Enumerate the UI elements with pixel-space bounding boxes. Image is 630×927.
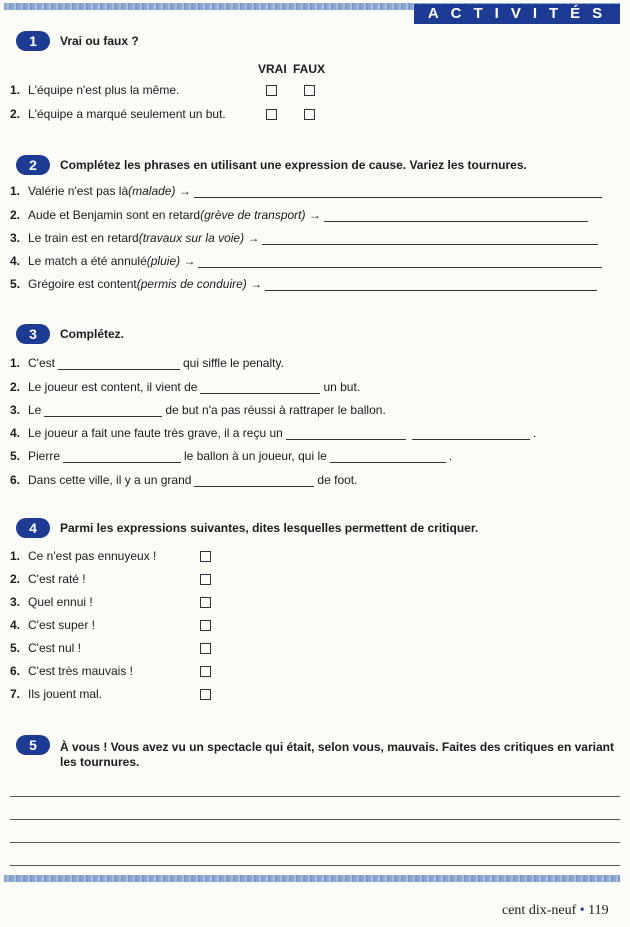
ex3-answer-5b[interactable] bbox=[330, 450, 446, 463]
vrai-header: VRAI bbox=[258, 62, 287, 76]
ex2-answer-1[interactable] bbox=[194, 185, 602, 198]
ex3-item-3: 3. Le de but n'a pas réussi à rattraper le ballon. bbox=[10, 403, 386, 417]
ex4-item-5-checkbox[interactable] bbox=[200, 643, 211, 654]
ex2-answer-4[interactable] bbox=[198, 255, 602, 268]
ex4-item-4: 4. C'est super ! bbox=[10, 618, 95, 632]
ex2-item-1: 1. Valérie n'est pas là (malade) → bbox=[10, 184, 605, 198]
ex3-answer-3[interactable] bbox=[44, 404, 162, 417]
ex4-item-2-checkbox[interactable] bbox=[200, 574, 211, 585]
exercise-2-title: Complétez les phrases en utilisant une expression de cause. Variez les tournures. bbox=[60, 158, 527, 172]
exercise-1-number: 1 bbox=[16, 31, 50, 51]
ex1-item-1-vrai-checkbox[interactable] bbox=[266, 85, 277, 96]
exercise-3-number: 3 bbox=[16, 324, 50, 344]
bottom-decorative-band bbox=[4, 875, 620, 882]
ex4-item-6-checkbox[interactable] bbox=[200, 666, 211, 677]
ex3-item-6: 6. Dans cette ville, il y a un grand de foot. bbox=[10, 473, 358, 487]
ex2-item-4: 4. Le match a été annulé (pluie) → bbox=[10, 254, 605, 268]
ex1-item-1-faux-checkbox[interactable] bbox=[304, 85, 315, 96]
ex4-item-6: 6. C'est très mauvais ! bbox=[10, 664, 133, 678]
ex3-item-2: 2. Le joueur est content, il vient de un but. bbox=[10, 380, 361, 394]
ex3-answer-5a[interactable] bbox=[63, 450, 181, 463]
ex2-answer-2[interactable] bbox=[324, 209, 588, 222]
ex2-item-5: 5. Grégoire est content (permis de conduire) → bbox=[10, 277, 600, 291]
writing-line-2[interactable] bbox=[10, 819, 620, 820]
ex3-answer-4a[interactable] bbox=[286, 427, 406, 440]
exercise-4-title: Parmi les expressions suivantes, dites lesquelles permettent de critiquer. bbox=[60, 521, 479, 535]
writing-line-3[interactable] bbox=[10, 842, 620, 843]
ex1-item-1: 1. L'équipe n'est plus la même. bbox=[10, 83, 180, 97]
ex3-answer-4b[interactable] bbox=[412, 427, 530, 440]
page-number: 119 bbox=[588, 903, 609, 918]
ex1-item-2-vrai-checkbox[interactable] bbox=[266, 109, 277, 120]
ex1-item-2-faux-checkbox[interactable] bbox=[304, 109, 315, 120]
ex3-item-4: 4. Le joueur a fait une faute très grave, il a reçu un . bbox=[10, 426, 537, 440]
section-banner: ACTIVITÉS bbox=[414, 4, 620, 24]
ex3-answer-1[interactable] bbox=[58, 357, 180, 370]
ex4-item-3: 3. Quel ennui ! bbox=[10, 595, 93, 609]
exercise-1-title: Vrai ou faux ? bbox=[60, 34, 139, 48]
ex4-item-5: 5. C'est nul ! bbox=[10, 641, 81, 655]
ex2-answer-5[interactable] bbox=[265, 278, 597, 291]
ex3-item-5: 5. Pierre le ballon à un joueur, qui le . bbox=[10, 449, 453, 463]
ex4-item-3-checkbox[interactable] bbox=[200, 597, 211, 608]
page-footer bbox=[502, 903, 609, 919]
ex4-item-1-checkbox[interactable] bbox=[200, 551, 211, 562]
ex2-answer-3[interactable] bbox=[262, 232, 598, 245]
ex2-item-3: 3. Le train est en retard (travaux sur la voie) → bbox=[10, 231, 601, 245]
exercise-4-number: 4 bbox=[16, 518, 50, 538]
exercise-5-title-line-1: À vous ! Vous avez vu un spectacle qui était, selon vous, mauvais. Faites des critiques en variant bbox=[60, 740, 614, 754]
writing-line-1[interactable] bbox=[10, 796, 620, 797]
ex1-item-2: 2. L'équipe a marqué seulement un but. bbox=[10, 107, 226, 121]
page-number-words: cent dix-neuf bbox=[502, 903, 577, 918]
ex3-answer-6[interactable] bbox=[194, 474, 314, 487]
ex4-item-7: 7. Ils jouent mal. bbox=[10, 687, 103, 701]
ex4-item-2: 2. C'est raté ! bbox=[10, 572, 86, 586]
footer-bullet: • bbox=[579, 903, 585, 918]
faux-header: FAUX bbox=[293, 62, 326, 76]
exercise-3-title: Complétez. bbox=[60, 327, 125, 341]
ex4-item-4-checkbox[interactable] bbox=[200, 620, 211, 631]
exercise-5-number: 5 bbox=[16, 735, 50, 755]
exercise-2-number: 2 bbox=[16, 155, 50, 175]
ex4-item-7-checkbox[interactable] bbox=[200, 689, 211, 700]
ex2-item-2: 2. Aude et Benjamin sont en retard (grève de transport) → bbox=[10, 208, 591, 222]
writing-line-4[interactable] bbox=[10, 865, 620, 866]
ex4-item-1: 1. Ce n'est pas ennuyeux ! bbox=[10, 549, 157, 563]
ex3-answer-2[interactable] bbox=[200, 381, 320, 394]
exercise-5-title-line-2: les tournures. bbox=[60, 755, 140, 769]
ex3-item-1: 1. C'est qui siffle le penalty. bbox=[10, 356, 284, 370]
